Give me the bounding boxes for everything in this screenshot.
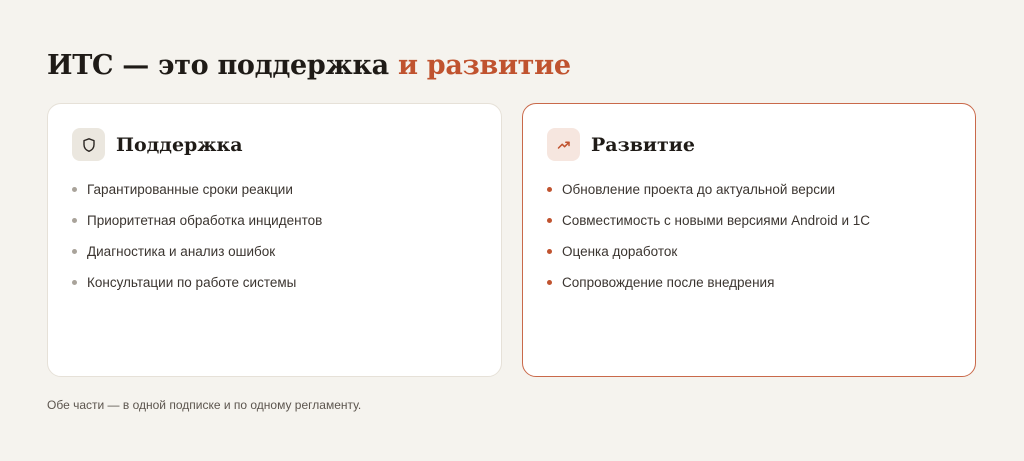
support-card-title: Поддержка <box>116 133 243 156</box>
list-item-label: Гарантированные сроки реакции <box>87 182 293 197</box>
list-item <box>72 205 322 236</box>
bullet-dot <box>547 187 552 192</box>
support-card <box>47 103 502 377</box>
list-item-label: Сопровождение после внедрения <box>562 275 775 290</box>
list-item-label: Совместимость с новыми версиями Android и 1С <box>562 213 871 228</box>
list-item-label: Обновление проекта до актуальной версии <box>562 182 836 197</box>
list-item <box>72 267 322 298</box>
development-card-header <box>547 128 695 161</box>
title-main: ИТС — это поддержка <box>47 50 398 81</box>
development-list <box>547 174 870 298</box>
bullet-dot <box>72 280 77 285</box>
bullet-dot <box>547 218 552 223</box>
list-item-label: Оценка доработок <box>562 244 678 259</box>
shield-icon <box>72 128 105 161</box>
support-list <box>72 174 322 298</box>
page-title <box>47 46 571 86</box>
list-item-label: Консультации по работе системы <box>87 275 297 290</box>
list-item-label: Приоритетная обработка инцидентов <box>87 213 323 228</box>
title-accent: и развитие <box>397 50 571 81</box>
bullet-dot <box>72 249 77 254</box>
bullet-dot <box>547 280 552 285</box>
list-item <box>547 205 870 236</box>
list-item <box>72 236 322 267</box>
trending-up-icon <box>547 128 580 161</box>
footnote: Обе части — в одной подписке и по одному регламенту. <box>47 398 362 412</box>
list-item <box>547 236 870 267</box>
development-card-title: Развитие <box>591 133 695 156</box>
development-card <box>522 103 976 377</box>
list-item <box>547 267 870 298</box>
bullet-dot <box>72 218 77 223</box>
list-item <box>72 174 322 205</box>
bullet-dot <box>72 187 77 192</box>
list-item-label: Диагностика и анализ ошибок <box>87 244 276 259</box>
list-item <box>547 174 870 205</box>
support-card-header <box>72 128 243 161</box>
bullet-dot <box>547 249 552 254</box>
